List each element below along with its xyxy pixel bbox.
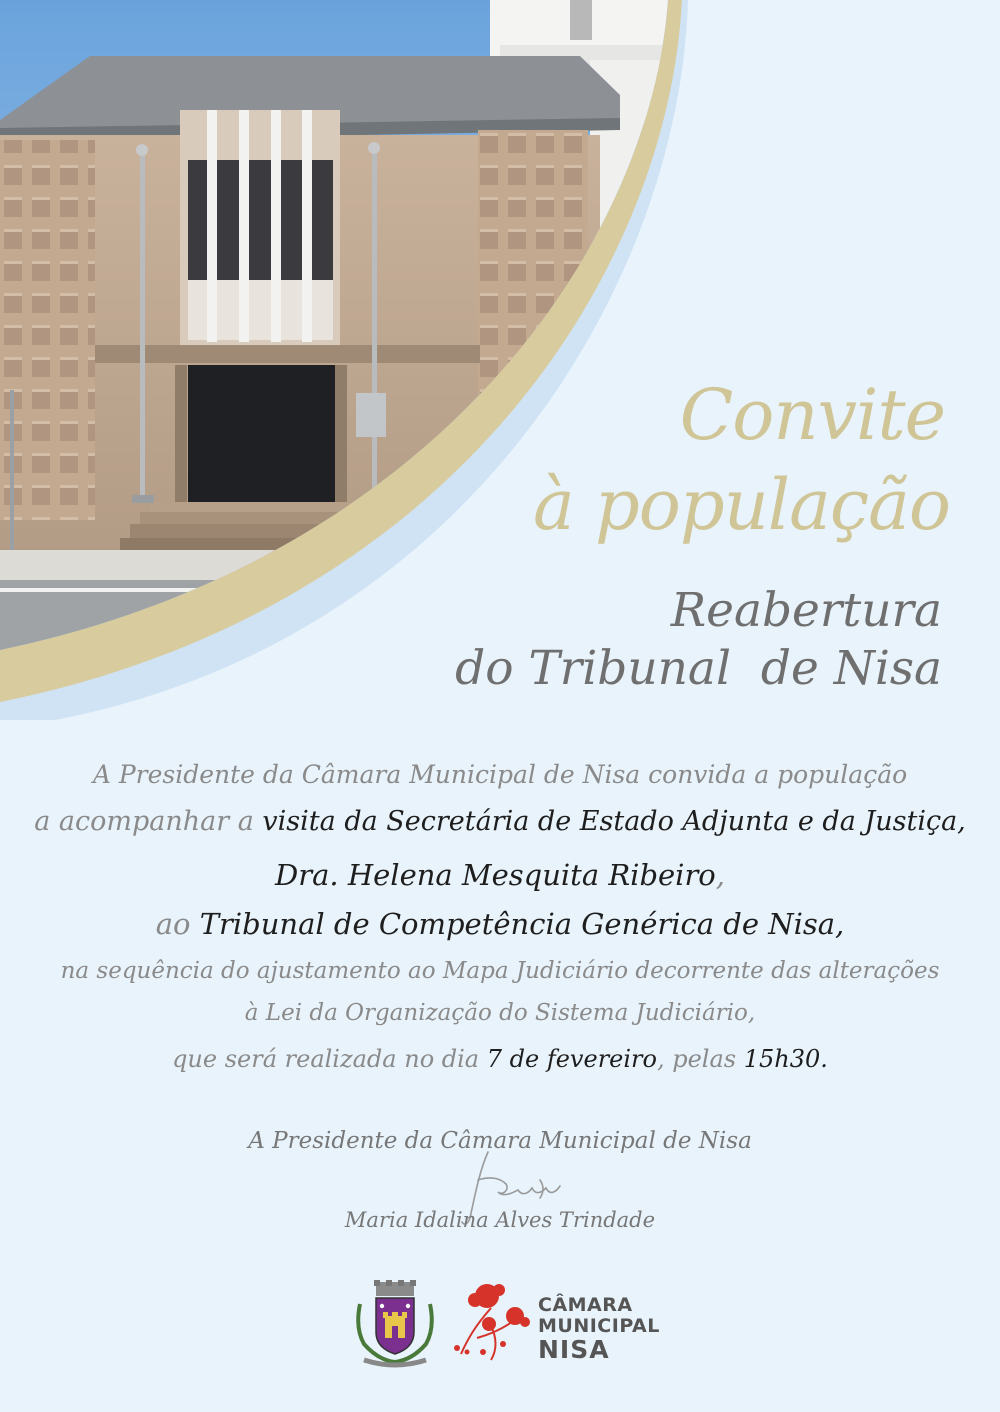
body-line-3 bbox=[0, 858, 1000, 892]
event-date: 7 de fevereiro bbox=[486, 1045, 657, 1073]
time-intro: , pelas bbox=[656, 1045, 744, 1073]
council-name bbox=[538, 1295, 660, 1363]
council-flower-logo-icon bbox=[447, 1278, 535, 1364]
body-line-6: à Lei da Organização do Sistema Judiciário, bbox=[244, 1000, 756, 1026]
council-name-line3: NISA bbox=[538, 1335, 610, 1364]
council-name-line2: MUNICIPAL bbox=[538, 1315, 660, 1337]
signatory-role: A Presidente da Câmara Municipal de Nisa bbox=[248, 1128, 752, 1154]
visit-highlight: visita da Secretária de Estado Adjunta e da Justiça, bbox=[262, 806, 966, 837]
body-line-7 bbox=[0, 1045, 1000, 1073]
visitor-name: Dra. Helena Mesquita Ribeiro bbox=[275, 858, 716, 892]
subtitle-reabertura: Reabertura bbox=[670, 583, 942, 638]
title-populacao: à população bbox=[532, 464, 950, 546]
body-line-3-comma: , bbox=[715, 858, 725, 892]
body-line-4-intro: ao bbox=[155, 907, 200, 941]
council-name-line1: CÂMARA bbox=[538, 1294, 633, 1316]
body-line-2 bbox=[0, 806, 1000, 837]
signatory-name: Maria Idalina Alves Trindade bbox=[344, 1208, 656, 1232]
body-line-1: A Presidente da Câmara Municipal de Nisa convida a população bbox=[92, 760, 908, 789]
body-line-4 bbox=[0, 907, 1000, 941]
subtitle-tribunal: do Tribunal de Nisa bbox=[455, 641, 942, 696]
municipal-crest-icon bbox=[352, 1278, 438, 1368]
body-line-5: na sequência do ajustamento ao Mapa Judiciário decorrente das alterações bbox=[60, 958, 940, 984]
date-intro: que será realizada no dia bbox=[172, 1045, 487, 1073]
body-line-7-period: . bbox=[820, 1045, 828, 1073]
event-time: 15h30 bbox=[743, 1045, 821, 1073]
body-line-2-intro: a acompanhar a bbox=[34, 806, 263, 837]
title-convite: Convite bbox=[679, 374, 945, 456]
court-name: Tribunal de Competência Genérica de Nisa, bbox=[199, 907, 845, 941]
